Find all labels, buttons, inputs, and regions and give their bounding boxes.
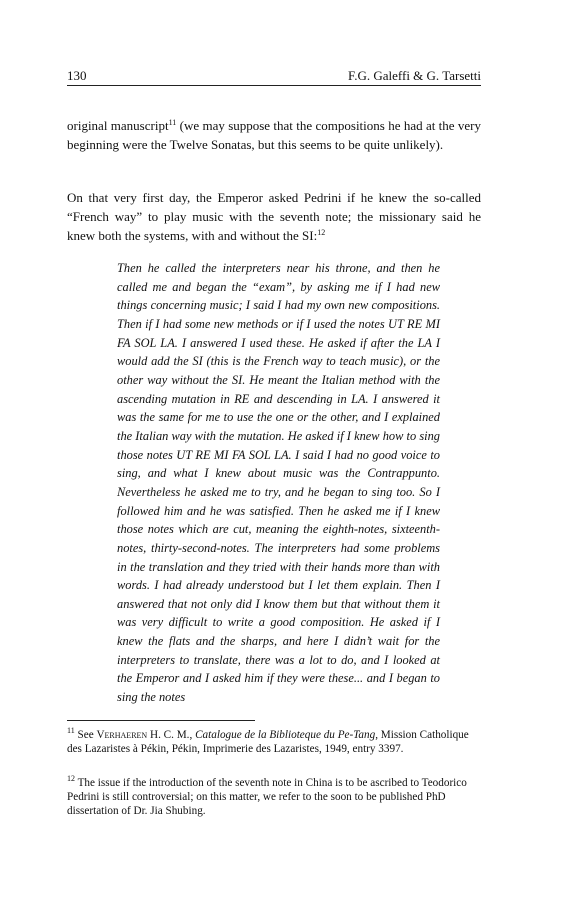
running-head-authors: F.G. Galeffi & G. Tarsetti	[348, 68, 481, 83]
footnote-12-text: The issue if the introduction of the seventh note in China is to be ascribed to Teodorico Pedrini is still controversial; on this matter, we refer to the soon to be published PhD dissertation of Dr. Jia Shubing.	[67, 777, 467, 818]
paragraph-1-text-a: original manuscript	[67, 118, 169, 133]
footnote-11-post: , Mission Catholique des Lazaristes à Pékin, Pékin, Imprimerie des Lazaristes, 1949, entry 3397.	[67, 729, 469, 756]
body-paragraph-2	[67, 188, 481, 245]
page-number: 130	[67, 68, 87, 83]
footnote-11	[67, 728, 481, 756]
running-header	[67, 67, 481, 86]
footnote-11-author-rest: H. C. M.,	[147, 729, 196, 741]
footnote-11-title: Catalogue de la Biblioteque du Pe-Tang	[195, 729, 376, 741]
footnote-11-pre: See	[74, 729, 97, 741]
footnote-separator	[67, 720, 255, 721]
body-paragraph-1	[67, 116, 481, 154]
footnote-11-number: 11	[67, 726, 75, 735]
footnote-12-number: 12	[67, 774, 75, 783]
footnote-11-author: Verhaeren	[96, 729, 148, 741]
footnote-ref-11[interactable]: 11	[168, 118, 177, 127]
footnote-ref-12[interactable]: 12	[317, 228, 326, 237]
paragraph-2-text: On that very first day, the Emperor asked Pedrini if he knew the so-called “French way” to play music with the seventh note; the missionary said he knew both the systems, with and without the SI:	[67, 190, 481, 243]
paragraph-1-text-b: (we may suppose that the compositions he had at the very beginning were the Twelve Sonatas, but this seems to be quite unlikely).	[67, 118, 482, 152]
block-quote: Then he called the interpreters near his throne, and then he called me and began the “exam”, by asking me if I had new things concerning music; I said I had my own new compositions. Then if I had some new methods or if I used the notes UT RE MI FA SOL LA. I answered I used these. He asked if after the LA I would add the SI (this is the French way to teach music), or the other way without the SI. He meant the Italian method with the ascending mutation in RE and descending in LA. I answered it was the same for me to use the one or the other, and I explained the Italian way with the mutation. He asked if I knew how to sing those notes UT RE MI FA SOL LA. I said I had no good voice to sing, and what I knew about music was the Contrappunto. Nevertheless he asked me to try, and he began to sing too. So I followed him and he was satisfied. Then he asked me if I knew those notes which are cut, meaning the eighth-notes, sixteenth-notes, thirty-second-notes. The interpreters had some problems in the translation and they tried with their hands more than with words. I had already understood but I let them explain. Then I answered that not only did I know them but that without them it was very difficult to write a good composition. He asked if I knew the flats and the sharps, and here I didn’t wait for the interpreters to translate, there was a lot to do, and I looked at the Emperor and I asked him if they were these... and I began to sing the notes	[117, 261, 440, 705]
footnote-12	[67, 776, 481, 819]
